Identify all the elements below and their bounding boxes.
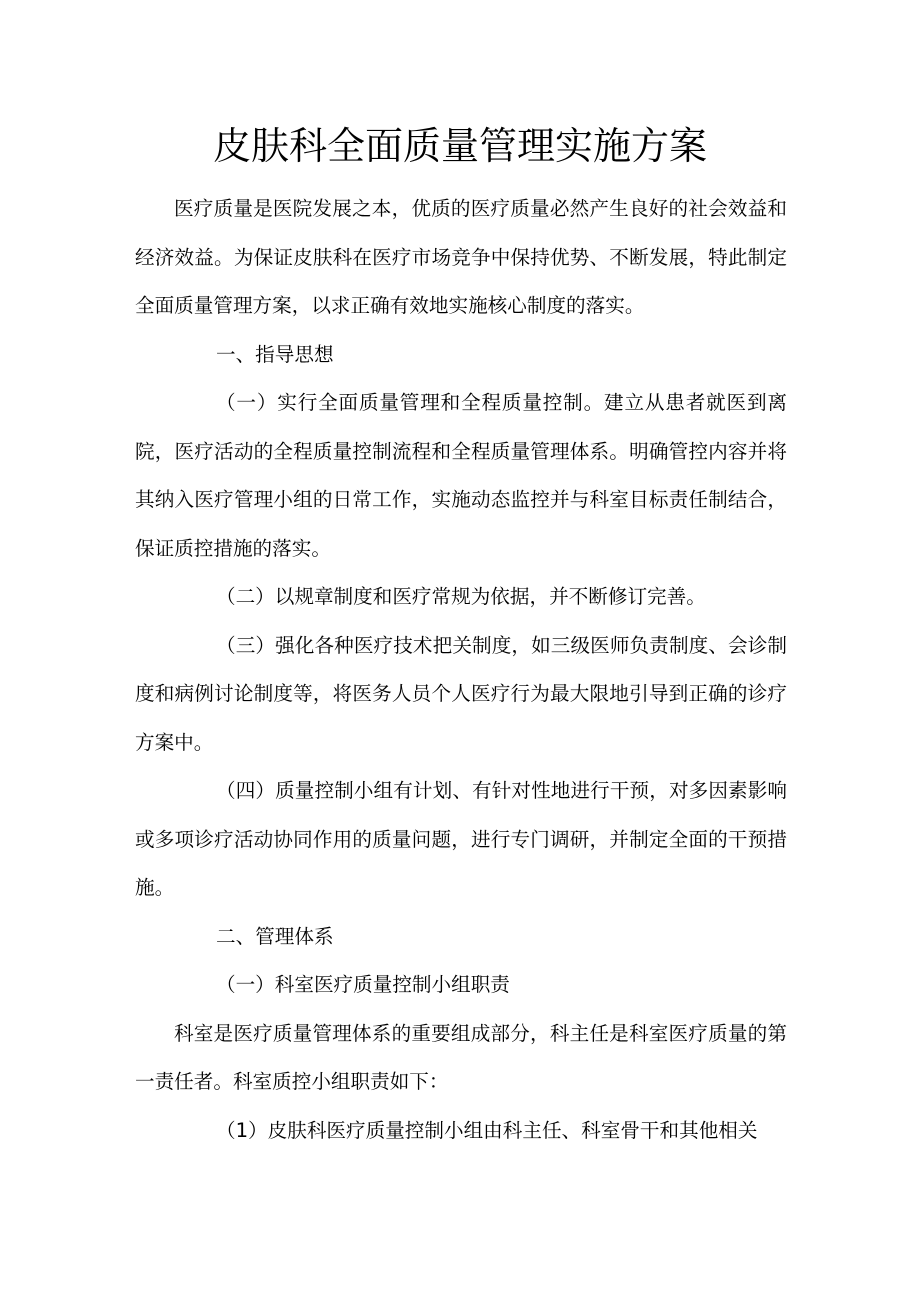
guiding-item-3: （三）强化各种医疗技术把关制度，如三级医师负责制度、会诊制度和病例讨论制度等，将医务人员个人医疗行为最大限地引导到正确的诊疗方案中。 xyxy=(135,633,787,754)
qc-group-paragraph: 科室是医疗质量管理体系的重要组成部分，科主任是科室医疗质量的第一责任者。科室质控小组职责如下： xyxy=(135,1021,787,1093)
qc-duty-item-1: （1）皮肤科医疗质量控制小组由科主任、科室骨干和其他相关 xyxy=(216,1118,758,1142)
section-heading-management-system: 二、管理体系 xyxy=(216,924,334,948)
intro-paragraph: 医疗质量是医院发展之本，优质的医疗质量必然产生良好的社会效益和经济效益。为保证皮肤科在医疗市场竞争中保持优势、不断发展，特此制定全面质量管理方案，以求正确有效地实施核心制度的落实。 xyxy=(135,197,787,317)
guiding-item-2: （二）以规章制度和医疗常规为依据，并不断修订完善。 xyxy=(216,585,706,608)
guiding-item-4: （四）质量控制小组有计划、有针对性地进行干预，对多因素影响或多项诊疗活动协同作用的质量问题，进行专门调研，并制定全面的干预措施。 xyxy=(135,779,787,899)
document-body xyxy=(135,185,787,1155)
section-heading-guiding-ideology: 一、指导思想 xyxy=(216,342,334,366)
guiding-item-1: （一）实行全面质量管理和全程质量控制。建立从患者就医到离院，医疗活动的全程质量控制流程和全程质量管理体系。明确管控内容并将其纳入医疗管理小组的日常工作，实施动态监控并与科室目标责任制结合，保证质控措施的落实。 xyxy=(135,391,787,560)
subsection-heading-qc-group-duties: （一）科室医疗质量控制小组职责 xyxy=(216,973,510,996)
document-title: 皮肤科全面质量管理实施方案 xyxy=(212,124,707,168)
